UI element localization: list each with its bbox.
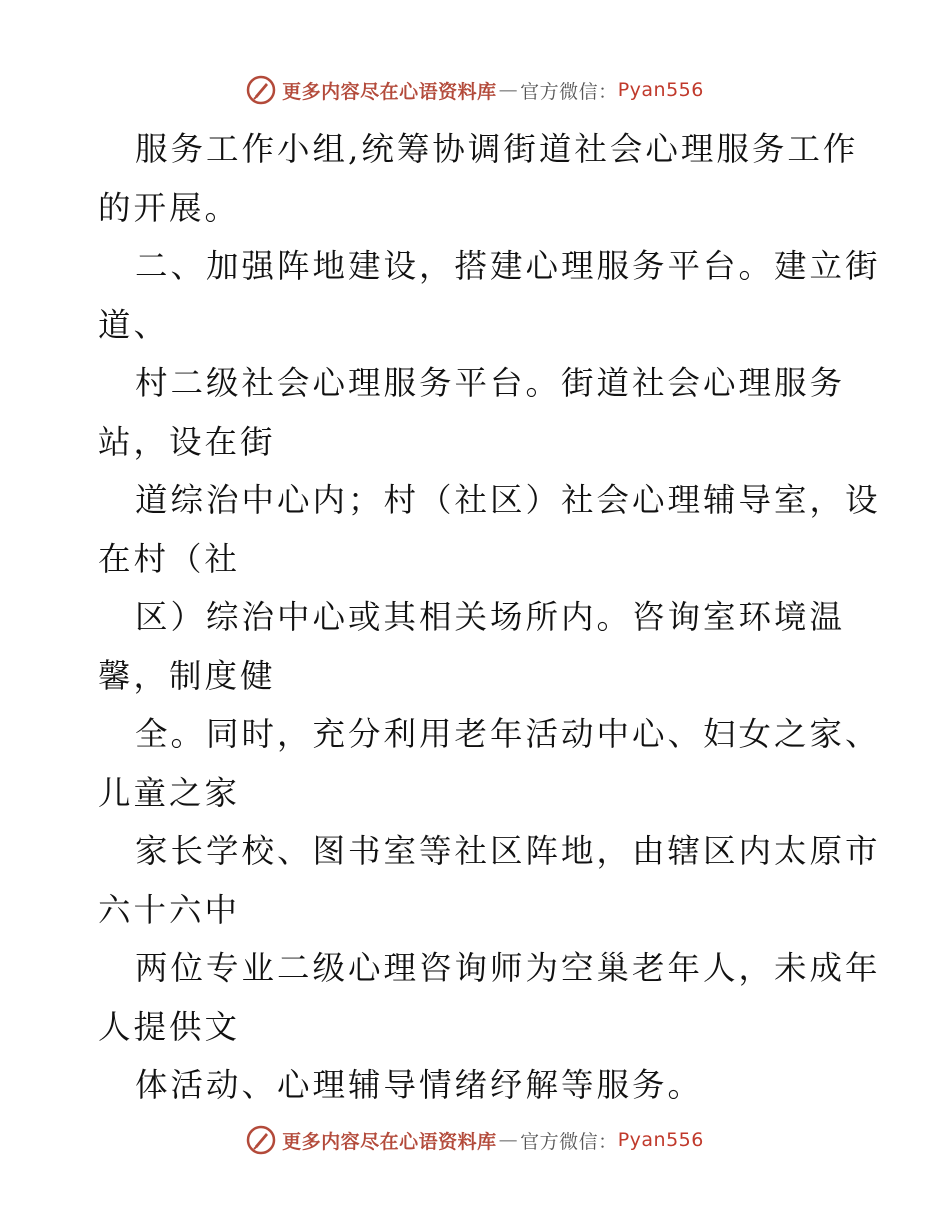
watermark-brand: 更多内容尽在心语资料库 — [282, 80, 497, 103]
watermark-separator: — — [498, 1129, 519, 1151]
text-line: 家长学校、图书室等社区阵地，由辖区内太原市 — [135, 832, 881, 870]
text-line: 六十六中 — [98, 890, 241, 929]
text-line: 服务工作小组,统筹协调街道社会心理服务工作 — [135, 130, 859, 168]
watermark-brand: 更多内容尽在心语资料库 — [282, 1130, 497, 1153]
quill-logo-icon — [246, 75, 276, 105]
text-line: 道综治中心内；村（社区）社会心理辅导室，设 — [135, 481, 881, 519]
watermark-id: Pyan556 — [617, 1129, 704, 1151]
quill-logo-icon — [246, 1125, 276, 1155]
text-line: 的开展。 — [98, 188, 241, 227]
watermark-separator: — — [498, 79, 519, 101]
watermark-footer — [0, 1120, 950, 1160]
text-line: 道、 — [98, 305, 170, 344]
watermark-label: 官方微信： — [520, 80, 618, 103]
text-line: 二、加强阵地建设，搭建心理服务平台。建立街 — [135, 247, 881, 285]
text-line: 全。同时，充分利用老年活动中心、妇女之家、 — [135, 715, 881, 753]
text-line: 体活动、心理辅导情绪纾解等服务。 — [135, 1066, 704, 1104]
text-line: 区）综治中心或其相关场所内。咨询室环境温 — [135, 598, 846, 636]
text-line: 儿童之家 — [98, 773, 241, 812]
watermark-label: 官方微信： — [520, 1130, 618, 1153]
text-line: 站，设在街 — [98, 422, 276, 461]
text-line: 馨，制度健 — [98, 656, 276, 695]
watermark-id: Pyan556 — [617, 79, 704, 101]
text-line: 人提供文 — [98, 1007, 241, 1046]
text-line: 村二级社会心理服务平台。街道社会心理服务 — [135, 364, 846, 402]
text-line: 在村（社 — [98, 539, 241, 578]
text-line: 两位专业二级心理咨询师为空巢老年人，未成年 — [135, 949, 881, 987]
document-body — [98, 120, 881, 1115]
watermark-header — [0, 70, 950, 110]
